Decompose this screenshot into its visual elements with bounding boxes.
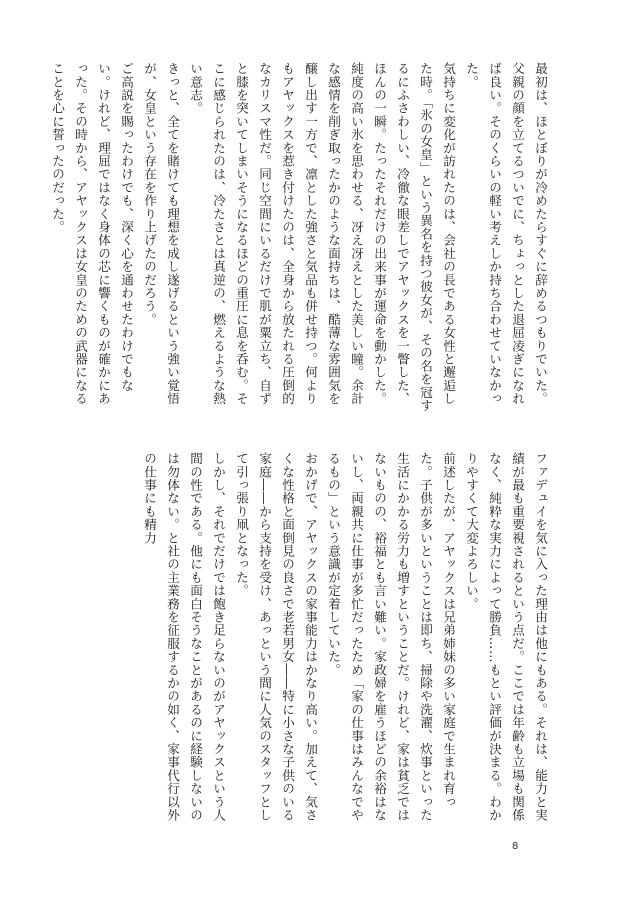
paragraph: おかげで、アヤックスの家事能力はかなり高い。加えて、気さくな性格と面倒見の良さで老若男女――特に小さな子供のいる家庭――から支持を受け、あっという間に人気のスタッフとして引っ張り凧となった。 xyxy=(234,452,318,822)
page-number: 8 xyxy=(512,841,519,852)
paragraph: しかし、それでだけでは飽き足らないのがアヤックスという人間の性である。他にも面白そうなことがあるのに経験しないのは勿体ない。と社の主業務を征服するかの如く、家事代行以外の仕事にも精力 xyxy=(142,452,226,822)
paragraph: ファデュイを気に入った理由は他にもある。それは、能力と実績が最も重要視されるという点だ。ここでは年齢も立場も関係なく、純粋な実力によって勝負……もとい評価が決まる。わかりやすくて大変よろしい。 xyxy=(464,452,548,822)
text-block-upper xyxy=(50,62,552,414)
paragraph: 純度の高い氷を思わせる、冴え冴えとした美しい瞳。余計な感情を削ぎ取ったかのような面持ちは、酷薄な雰囲気を醸し出す一方で、凛とした強さと気品も併せ持つ。何よりもアヤックスを惹き付けたのは、全身から放たれる圧倒的なカリスマ性だ。同じ空間にいるだけで肌が粟立ち、自ずと膝を突いてしまいそうになるほどの重圧に息を呑む。そこに感じられたのは、冷たさとは真逆の、燃えるような熱い意志。 xyxy=(188,62,364,406)
text-block-lower xyxy=(84,452,552,824)
paragraph: きっと、全てを賭けても理想を成し遂げるという強い覚悟が、女皇という存在を作り上げたのだろう。 xyxy=(142,62,180,406)
paragraph: 前述したが、アヤックスは兄弟姉妹の多い家庭で生まれ育った。子供が多いということは即ち、掃除や洗濯、炊事といった生活にかかる労力も増すということだ。けれど、家は貧乏ではないものの、裕福とも言い難い。家政婦を雇うほどの余裕はないし、両親共に仕事が多忙だったため「家の仕事はみんなでやるもの」という意識が定着していた。 xyxy=(326,452,456,822)
paragraph: 最初は、ほとぼりが冷めたらすぐに辞めるつもりでいた。父親の顔を立てるついでに、ちょっとした退屈凌ぎになれば良い。そのくらいの軽い考えしか持ち合わせていなかった。 xyxy=(464,62,548,406)
paragraph: ご高説を賜ったわけでも、深く心を通わせたわけでもない。けれど、理屈ではなく身体の芯に響くものが確かにあった。その時から、アヤックスは女皇のための武器になることを心に誓ったのだった。 xyxy=(50,62,134,406)
paragraph: 気持ちに変化が訪れたのは、会社の長である女性と邂逅した時。「氷の女皇」という異名を持つ彼女が、その名を冠するにふさわしい、冷徹な眼差しでアヤックスを一瞥した、ほんの一瞬。たったそれだけの出来事が運命を動かした。 xyxy=(372,62,456,413)
